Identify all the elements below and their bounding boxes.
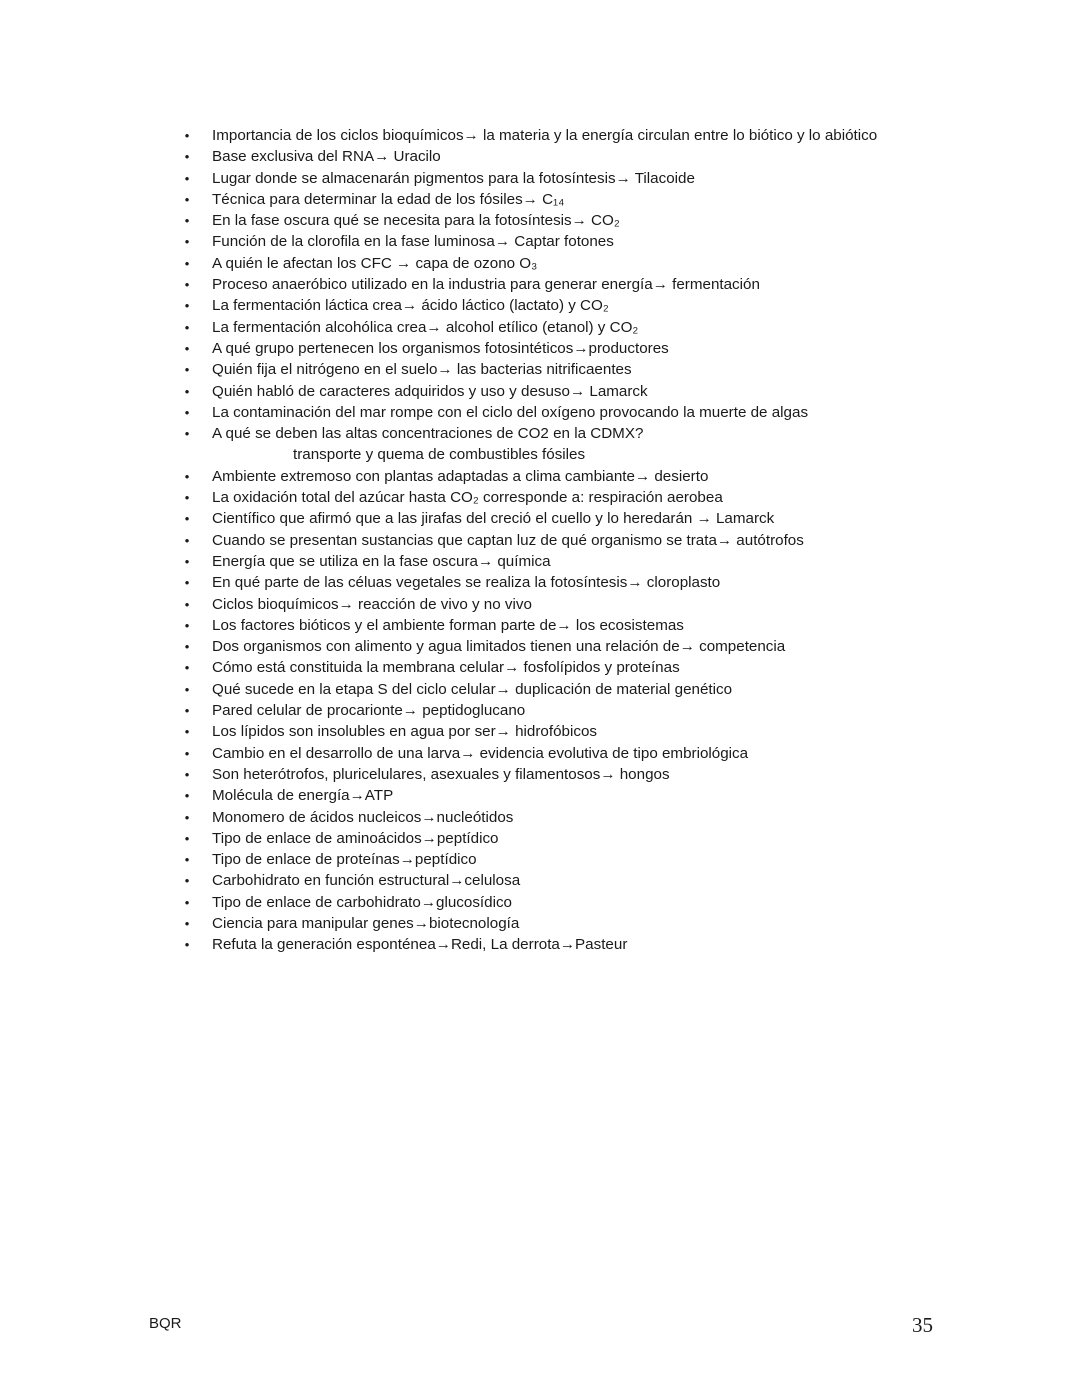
list-item-text: Son heterótrofos, pluricelulares, asexuales y filamentosos→ hongos bbox=[212, 765, 670, 783]
list-item-text: A qué se deben las altas concentraciones de CO2 en la CDMX? bbox=[212, 425, 644, 443]
bullet-marker: • bbox=[184, 490, 190, 506]
list-item bbox=[182, 338, 1042, 359]
list-item bbox=[182, 551, 1042, 572]
list-item-text: A quién le afectan los CFC → capa de ozono O₃ bbox=[212, 254, 538, 272]
list-item bbox=[182, 189, 1042, 210]
bullet-marker: • bbox=[184, 298, 190, 314]
bullet-marker: • bbox=[184, 213, 190, 229]
list-item-text: Pared celular de procarionte→ peptidoglucano bbox=[212, 702, 526, 720]
list-item bbox=[182, 125, 1042, 146]
bullet-marker: • bbox=[184, 788, 190, 804]
list-item-text: Cómo está constituida la membrana celular→ fosfolípidos y proteínas bbox=[212, 659, 680, 677]
list-item-text: La fermentación alcohólica crea→ alcohol etílico (etanol) y CO₂ bbox=[212, 318, 639, 336]
list-item-text: La oxidación total del azúcar hasta CO₂ corresponde a: respiración aerobea bbox=[212, 489, 723, 507]
page-number: 35 bbox=[912, 1313, 933, 1337]
bullet-marker: • bbox=[184, 873, 190, 889]
list-item-text: Tipo de enlace de carbohidrato→glucosídico bbox=[212, 893, 512, 911]
list-item-text: La contaminación del mar rompe con el ciclo del oxígeno provocando la muerte de algas bbox=[212, 403, 809, 421]
bullet-marker: • bbox=[184, 362, 190, 378]
bullet-marker: • bbox=[184, 128, 190, 143]
list-item bbox=[182, 594, 1042, 615]
bullet-marker: • bbox=[184, 553, 190, 569]
list-item bbox=[182, 572, 1042, 593]
bullet-marker: • bbox=[184, 575, 190, 591]
bullet-marker: • bbox=[184, 852, 190, 868]
list-item bbox=[182, 317, 1042, 338]
footer-author: BQR bbox=[149, 1315, 182, 1332]
list-item bbox=[182, 253, 1042, 274]
list-item-text: Quién fija el nitrógeno en el suelo→ las bacterias nitrificaentes bbox=[212, 361, 632, 379]
list-item bbox=[182, 402, 1042, 423]
bullet-marker: • bbox=[184, 404, 190, 420]
list-item bbox=[182, 828, 1042, 849]
bullet-marker: • bbox=[184, 191, 190, 207]
bullet-marker: • bbox=[184, 277, 190, 293]
list-item bbox=[182, 700, 1042, 721]
bullet-marker: • bbox=[184, 915, 190, 931]
list-item bbox=[182, 466, 1042, 487]
list-item-text: Tipo de enlace de proteínas→peptídico bbox=[212, 851, 477, 869]
list-item-text: Cuando se presentan sustancias que captan luz de qué organismo se trata→ autótrofos bbox=[212, 531, 804, 549]
bullet-marker: • bbox=[184, 532, 190, 548]
list-item-text: En la fase oscura qué se necesita para la fotosíntesis→ CO₂ bbox=[212, 212, 620, 230]
list-item bbox=[182, 807, 1042, 828]
bullet-marker: • bbox=[184, 383, 190, 399]
bullet-marker: • bbox=[184, 894, 190, 910]
list-item bbox=[182, 508, 1042, 529]
list-item bbox=[182, 913, 1042, 934]
bullet-marker: • bbox=[184, 319, 190, 335]
answer-list bbox=[182, 125, 1042, 956]
bullet-marker: • bbox=[184, 809, 190, 825]
list-item-text: Molécula de energía→ATP bbox=[212, 787, 394, 805]
bullet-marker: • bbox=[184, 468, 190, 484]
list-item bbox=[182, 168, 1042, 189]
list-item bbox=[182, 785, 1042, 806]
list-item bbox=[182, 274, 1042, 295]
list-item bbox=[182, 231, 1042, 252]
list-item-text: Ambiente extremoso con plantas adaptadas a clima cambiante→ desierto bbox=[212, 467, 709, 485]
list-item-text: La fermentación láctica crea→ ácido láctico (lactato) y CO₂ bbox=[212, 297, 609, 315]
list-item bbox=[182, 423, 1042, 444]
list-item bbox=[182, 743, 1042, 764]
bullet-marker: • bbox=[184, 170, 190, 186]
bullet-marker: • bbox=[184, 937, 190, 953]
bullet-marker: • bbox=[184, 745, 190, 761]
list-item-text: A qué grupo pertenecen los organismos fotosintéticos→productores bbox=[212, 339, 669, 357]
list-item-text: En qué parte de las céluas vegetales se realiza la fotosíntesis→ cloroplasto bbox=[212, 574, 721, 592]
bullet-marker: • bbox=[184, 639, 190, 655]
list-item-text: Ciclos bioquímicos→ reacción de vivo y no vivo bbox=[212, 595, 532, 613]
list-item bbox=[182, 870, 1042, 891]
bullet-marker: • bbox=[184, 703, 190, 719]
list-item bbox=[182, 849, 1042, 870]
list-item-text: Base exclusiva del RNA→ Uracilo bbox=[212, 148, 441, 166]
list-item bbox=[182, 679, 1042, 700]
list-item-text: Qué sucede en la etapa S del ciclo celular→ duplicación de material genético bbox=[212, 680, 733, 698]
bullet-marker: • bbox=[184, 617, 190, 633]
continuation-text: transporte y quema de combustibles fósiles bbox=[293, 446, 586, 464]
list-item-text: Los lípidos son insolubles en agua por ser→ hidrofóbicos bbox=[212, 723, 597, 741]
bullet-marker: • bbox=[184, 830, 190, 846]
list-item-text: Energía que se utiliza en la fase oscura→ química bbox=[212, 552, 551, 570]
list-item bbox=[182, 615, 1042, 636]
list-item bbox=[182, 721, 1042, 742]
bullet-marker: • bbox=[184, 766, 190, 782]
bullet-marker: • bbox=[184, 596, 190, 612]
bullet-marker: • bbox=[184, 511, 190, 527]
list-item-text: Proceso anaeróbico utilizado en la industria para generar energía→ fermentación bbox=[212, 276, 760, 294]
list-item-text: Importancia de los ciclos bioquímicos→ la materia y la energía circulan entre lo biótico y lo abiótico bbox=[212, 127, 878, 144]
list-item bbox=[182, 295, 1042, 316]
list-item-text: Ciencia para manipular genes→biotecnología bbox=[212, 914, 520, 932]
bullet-marker: • bbox=[184, 340, 190, 356]
list-item-text: Dos organismos con alimento y agua limitados tienen una relación de→ competencia bbox=[212, 638, 786, 656]
bullet-marker: • bbox=[184, 426, 190, 442]
bullet-marker: • bbox=[184, 660, 190, 676]
list-item bbox=[182, 487, 1042, 508]
list-item-text: Científico que afirmó que a las jirafas del creció el cuello y lo heredarán → Lamarck bbox=[212, 510, 775, 528]
list-item bbox=[182, 530, 1042, 551]
list-item-text: Lugar donde se almacenarán pigmentos para la fotosíntesis→ Tilacoide bbox=[212, 169, 695, 187]
list-item bbox=[182, 381, 1042, 402]
list-item-text: Cambio en el desarrollo de una larva→ evidencia evolutiva de tipo embriológica bbox=[212, 744, 749, 762]
bullet-marker: • bbox=[184, 255, 190, 271]
bullet-marker: • bbox=[184, 681, 190, 697]
list-item-text: Monomero de ácidos nucleicos→nucleótidos bbox=[212, 808, 514, 826]
list-item bbox=[182, 657, 1042, 678]
list-item-text: Técnica para determinar la edad de los fósiles→ C₁₄ bbox=[212, 190, 565, 208]
list-item-text: Refuta la generación esponténea→Redi, La derrota→Pasteur bbox=[212, 936, 628, 954]
list-item bbox=[182, 146, 1042, 167]
list-item bbox=[182, 210, 1042, 231]
list-item-text: Función de la clorofila en la fase luminosa→ Captar fotones bbox=[212, 233, 614, 251]
list-item bbox=[182, 892, 1042, 913]
list-item-text: Tipo de enlace de aminoácidos→peptídico bbox=[212, 829, 499, 847]
bullet-marker: • bbox=[184, 724, 190, 740]
bullet-marker: • bbox=[184, 234, 190, 250]
bullet-marker: • bbox=[184, 149, 190, 165]
list-item bbox=[182, 764, 1042, 785]
list-item-continuation bbox=[182, 444, 1042, 465]
list-item-text: Los factores bióticos y el ambiente forman parte de→ los ecosistemas bbox=[212, 616, 684, 634]
list-item bbox=[182, 359, 1042, 380]
list-item-text: Carbohidrato en función estructural→celulosa bbox=[212, 872, 521, 890]
list-item bbox=[182, 934, 1042, 955]
list-item-text: Quién habló de caracteres adquiridos y uso y desuso→ Lamarck bbox=[212, 382, 648, 400]
list-item bbox=[182, 636, 1042, 657]
